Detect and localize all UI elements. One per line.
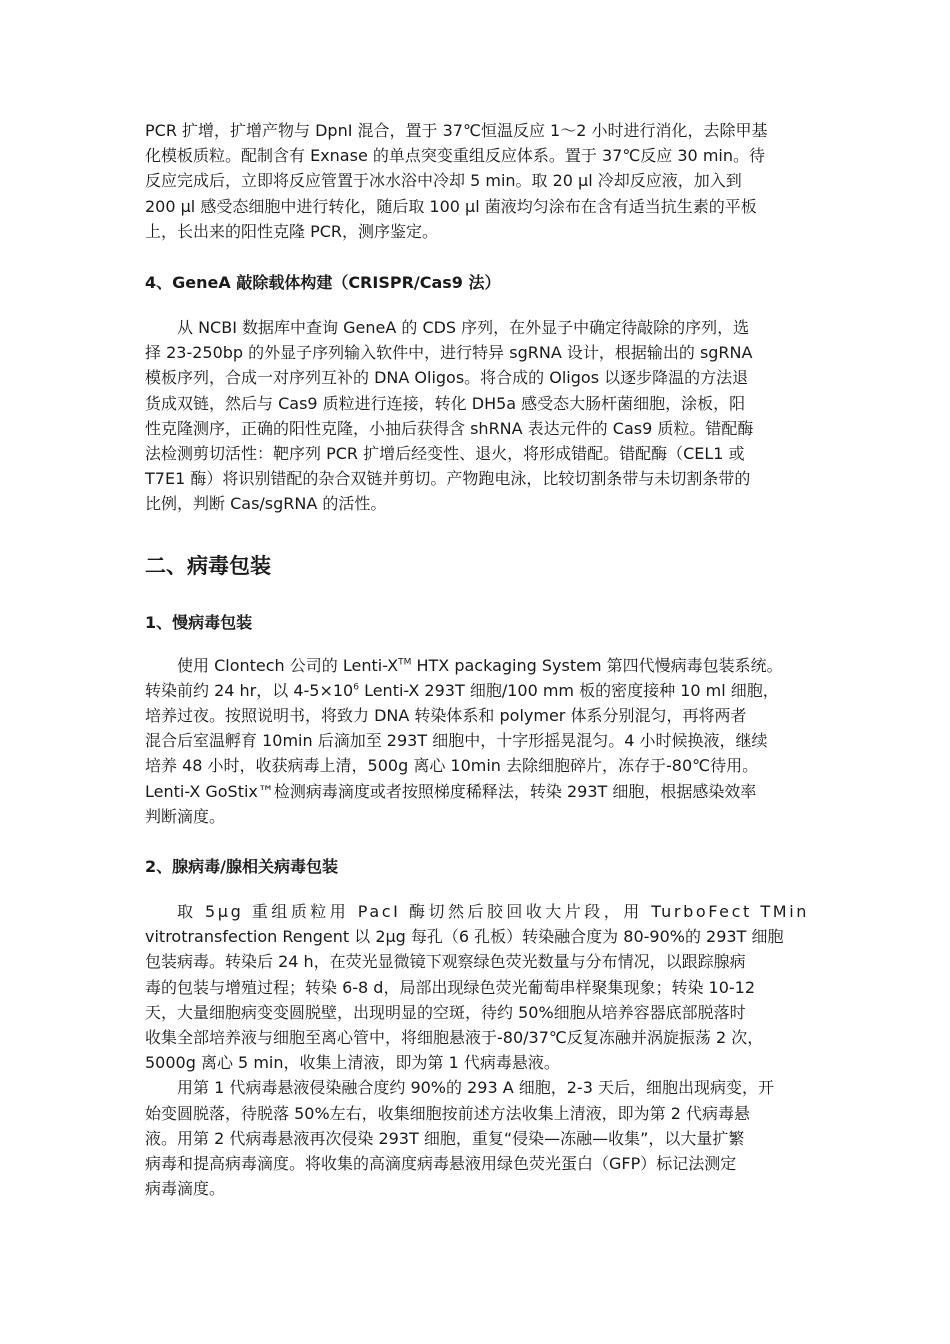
subsection-1-paragraph [145, 653, 809, 829]
text-line: 收集全部培养液与细胞至离心管中，将细胞悬液于-80/37℃反复冻融并涡旋振荡 2 次， [145, 1028, 764, 1048]
subsection-1-heading: 1、慢病毒包装 [145, 612, 253, 632]
document-page [145, 118, 809, 1202]
text-line: 培养过夜。按照说明书，将致力 DNA 转染体系和 polymer 体系分别混匀，再将两者 [145, 706, 747, 726]
text-line: 用第 1 代病毒悬液侵染融合度约 90%的 293 A 细胞，2-3 天后，细胞出现病变，开 [177, 1078, 774, 1098]
text-line: 200 μl 感受态细胞中进行转化，随后取 100 μl 菌液均匀涂布在含有适当抗生素的平板 [145, 196, 757, 216]
text-line: 使用 Clontech 公司的 Lenti-X™ HTX packaging System 第四代慢病毒包装系统。 [177, 655, 783, 675]
text-line: PCR 扩增，扩增产物与 DpnI 混合，置于 37℃恒温反应 1～2 小时进行消化，去除甲基 [145, 121, 768, 140]
section-4-heading: 4、GeneA 敲除载体构建（CRISPR/Cas9 法） [145, 273, 501, 293]
text-line: 判断滴度。 [145, 806, 226, 826]
text-line: 化模板质粒。配制含有 Exnase 的单点突变重组反应体系。置于 37℃反应 30 min。待 [145, 146, 765, 166]
text-line: 上，长出来的阳性克隆 PCR，测序鉴定。 [145, 221, 439, 241]
text-line: 取 5μg 重组质粒用 PacI 酶切然后胶回收大片段，用 TurboFect TMin [177, 902, 809, 922]
text-line: 5000g 离心 5 min，收集上清液，即为第 1 代病毒悬液。 [145, 1053, 560, 1073]
text-line: 病毒和提高病毒滴度。将收集的高滴度病毒悬液用绿色荧光蛋白（GFP）标记法测定 [145, 1154, 737, 1174]
text-line: 培养 48 小时，收获病毒上清，500g 离心 10min 去除细胞碎片，冻存于-80℃待用。 [145, 756, 759, 776]
text-line: 法检测剪切活性：靶序列 PCR 扩增后经变性、退火，将形成错配。错配酶（CEL1 或 [145, 444, 745, 464]
text-line: 转染前约 24 hr，以 $4-5\times 10^6$ Lenti-X 293T 细胞/100 mm 板的密度接种 10 ml 细胞， [145, 680, 779, 700]
text-line: 性克隆测序，正确的阳性克隆，小抽后获得含 shRNA 表达元件的 Cas9 质粒。错配酶 [145, 418, 754, 438]
text-line: 毒的包装与增殖过程；转染 6-8 d，局部出现绿色荧光葡萄串样聚集现象；转染 10-12 [145, 977, 756, 997]
text-line: T7E1 酶）将识别错配的杂合双链并剪切。产物跑电泳，比较切割条带与未切割条带的 [145, 469, 751, 489]
text-line: vitrotransfection Rengent 以 2μg 每孔（6 孔板）转染融合度为 80-90%的 293T 细胞 [145, 927, 784, 947]
subsection-2-paragraph-1 [145, 899, 809, 1075]
text-line: 液。用第 2 代病毒悬液再次侵染 293T 细胞，重复“侵染—冻融—收集”，以大量扩繁 [145, 1128, 745, 1148]
subsection-2-heading: 2、腺病毒/腺相关病毒包装 [145, 857, 338, 877]
text-line: 从 NCBI 数据库中查询 GeneA 的 CDS 序列，在外显子中确定待敲除的序列，选 [177, 318, 750, 338]
intro-paragraph [145, 118, 809, 244]
text-line: 天，大量细胞病变变圆脱壁，出现明显的空斑，待约 50%细胞从培养容器底部脱落时 [145, 1002, 746, 1022]
text-line: 择 23-250bp 的外显子序列输入软件中，进行特异 sgRNA 设计，根据输出的 sgRNA [145, 343, 753, 363]
text-line: 病毒滴度。 [145, 1179, 226, 1199]
text-line: Lenti-X GoStix™检测病毒滴度或者按照梯度稀释法，转染 293T 细胞，根据感染效率 [145, 781, 757, 801]
section-4-paragraph [145, 315, 809, 517]
text-line: 货成双链，然后与 Cas9 质粒进行连接，转化 DH5a 感受态大肠杆菌细胞，涂板，阳 [145, 393, 746, 413]
subsection-2-paragraph-2 [145, 1075, 809, 1201]
text-line: 包装病毒。转染后 24 h，在荧光显微镜下观察绿色荧光数量与分布情况，以跟踪腺病 [145, 952, 746, 972]
text-line: 反应完成后，立即将反应管置于冰水浴中冷却 5 min。取 20 μl 冷却反应液，加入到 [145, 171, 742, 191]
text-line: 模板序列，合成一对序列互补的 DNA Oligos。将合成的 Oligos 以逐步降温的方法退 [145, 368, 749, 388]
chapter-heading: 二、病毒包装 [145, 553, 271, 578]
text-line: 混合后室温孵育 10min 后滴加至 293T 细胞中，十字形摇晃混匀。4 小时候换液，继续 [145, 731, 768, 751]
text-line: 比例，判断 Cas/sgRNA 的活性。 [145, 494, 387, 514]
text-line: 始变圆脱落，待脱落 50%左右，收集细胞按前述方法收集上清液，即为第 2 代病毒悬 [145, 1103, 751, 1123]
